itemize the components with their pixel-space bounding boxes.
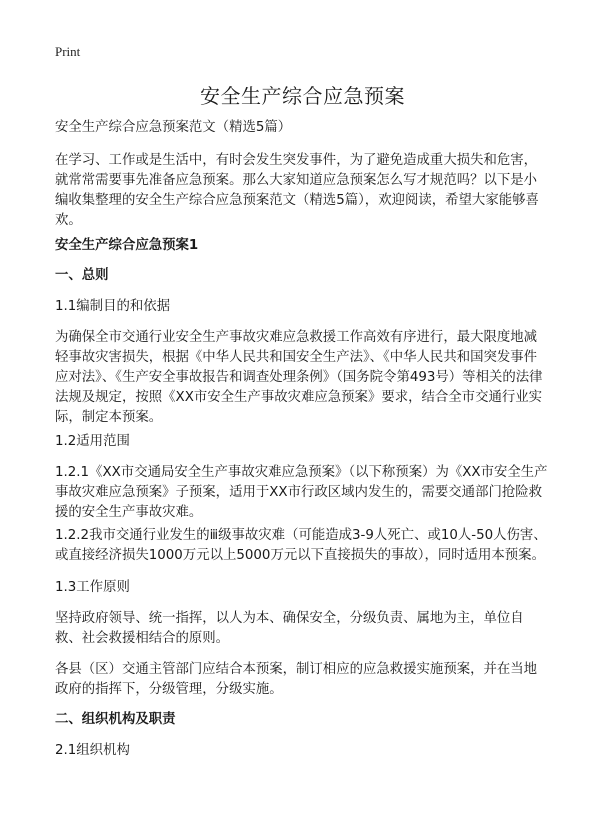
section-title: 安全生产综合应急预案1 (55, 238, 199, 253)
heading-1-3: 1.3工作原则 (55, 580, 130, 595)
paragraph-1-2-2: 1.2.2我市交通行业发生的ⅲ级事故灾难（可能造成3-9人死亡、或10人-50人伤害、或直接经济损失1000万元以上5000万元以下直接损失的事故），同时适用本预案。 (55, 528, 547, 563)
paragraph-1-2-1: 1.2.1《XX市交通局安全生产事故灾难应急预案》（以下称预案）为《XX市安全生产事故灾难应急预案》子预案，适用于XX市行政区域内发生的，需要交通部门抢险救援的安全生产事故灾难。 (55, 465, 548, 520)
document-title: 安全生产综合应急预案 (200, 84, 405, 108)
heading-2-1: 2.1组织机构 (55, 743, 130, 758)
paragraph-1-3-a: 坚持政府领导、统一指挥，以人为本、确保安全，分级负责、属地为主，单位自救、社会救援相结合的原则。 (55, 611, 524, 646)
heading-1-1: 1.1编制目的和依据 (55, 299, 171, 314)
document-subtitle: 安全生产综合应急预案范文（精选5篇） (55, 120, 292, 135)
heading-1-2: 1.2适用范围 (55, 434, 130, 449)
heading-general-principles: 一、总则 (55, 268, 109, 283)
print-label[interactable]: Print (55, 44, 81, 59)
paragraph-1-3-b: 各县（区）交通主管部门应结合本预案，制订相应的应急救援实施预案，并在当地政府的指挥下，分级管理，分级实施。 (55, 662, 538, 697)
paragraph-1-1: 为确保全市交通行业安全生产事故灾难应急救援工作高效有序进行，最大限度地减轻事故灾害损失，根据《中华人民共和国安全生产法》、《中华人民共和国突发事件应对法》、《生产安全事故报告和调查处理条例》（国务院令第493号）等相关的法律法规及规定，按照《XX市安全生产事故灾难应急预案》要求，结合全市交通行业实际，制定本预案。 (55, 330, 543, 425)
intro-paragraph: 在学习、工作或是生活中，有时会发生突发事件，为了避免造成重大损失和危害，就常常需要事先准备应急预案。那么大家知道应急预案怎么写才规范吗？以下是小编收集整理的安全生产综合应急预案范文（精选5篇），欢迎阅读，希望大家能够喜欢。 (55, 153, 539, 228)
heading-organization: 二、组织机构及职责 (55, 712, 176, 727)
